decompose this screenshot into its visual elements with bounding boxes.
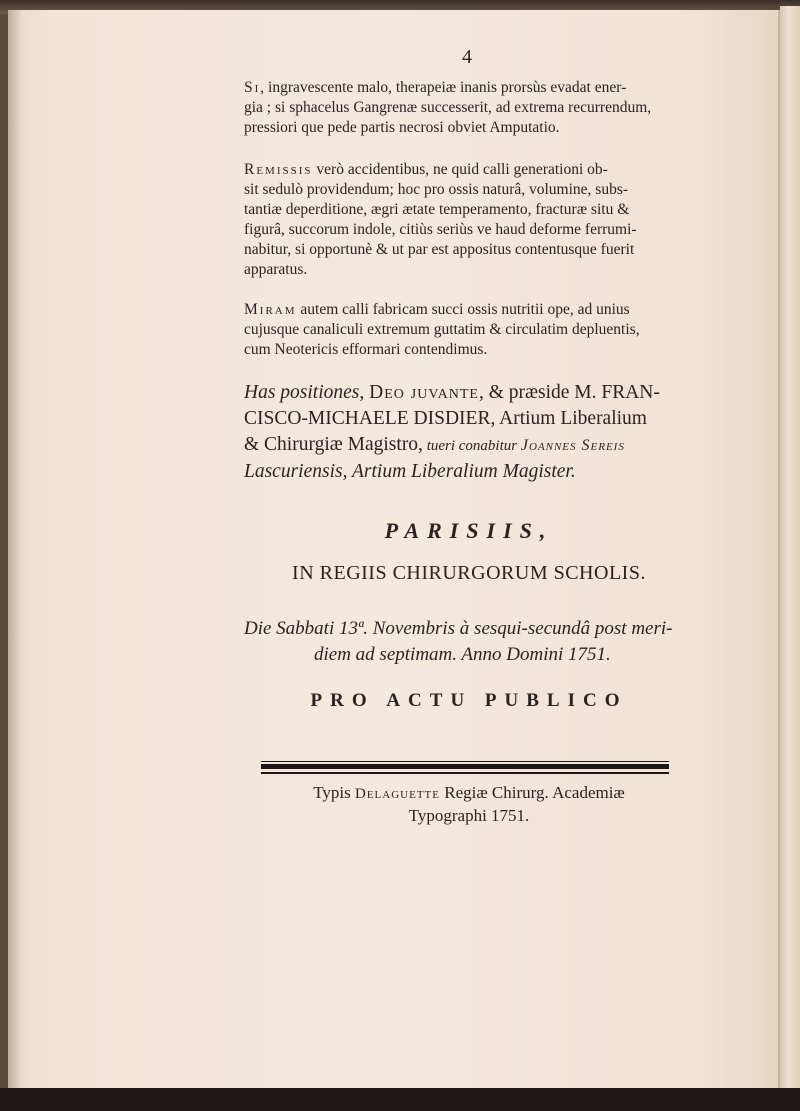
page-number: 4 [462,46,472,68]
paragraph-line: gia ; si sphacelus Gangrenæ successerit, ad extrema recurrendum, [244,99,652,116]
thesis-statement [244,380,694,485]
gutter-shadow [8,10,22,1088]
book-bottom-edge [0,1088,800,1111]
divider-rule [261,772,669,774]
imprint-line: Typis Delaguette Regiæ Chirurg. Academiæ [313,783,625,802]
thesis-line: & Chirurgiæ Magistro, tueri conabitur Joannes Sereis [244,434,625,455]
thesis-line: CISCO-MICHAELE DISDIER, Artium Liberalium [244,408,647,429]
paragraph-line: Remissis verò accidentibus, ne quid calli generationi ob- [244,161,608,178]
paragraph-line: figurâ, succorum indole, citiùs seriùs ve haud deforme ferrumi- [244,221,637,238]
paragraph-1 [244,78,694,138]
paragraph-line: Si, ingravescente malo, therapeiæ inanis prorsùs evadat ener- [244,79,627,96]
paragraph-line: apparatus. [244,261,308,278]
paragraph-line: cum Neotericis efformari contendimus. [244,341,488,358]
date-statement [244,616,694,668]
printer-imprint [244,782,694,827]
place-heading: PARISIIS, [384,518,554,543]
imprint-line: Typographi 1751. [408,806,530,825]
paragraph-line: tantiæ deperditione, ægri ætate temperamento, fracturæ situ & [244,201,630,218]
adjacent-page-edge [780,6,800,1091]
paragraph-line: cujusque canaliculi extremum guttatim & circulatim depluentis, [244,321,640,338]
school-heading: IN REGIIS CHIRURGORUM SCHOLIS. [292,562,646,584]
date-line: Die Sabbati 13ª. Novembris à sesqui-secundâ post meri- [244,618,673,639]
paragraph-3 [244,300,694,360]
divider-rule [261,761,669,762]
divider-rule [261,764,669,769]
paragraph-2 [244,160,694,280]
paragraph-line: sit sedulò providendum; hoc pro ossis naturâ, volumine, subs- [244,181,629,198]
date-line: diem ad septimam. Anno Domini 1751. [314,644,611,665]
thesis-line: Lascuriensis, Artium Liberalium Magister. [244,461,576,482]
paragraph-line: Miram autem calli fabricam succi ossis nutritii ope, ad unius [244,301,630,318]
thesis-line: Has positiones, Deo juvante, & præside M. FRAN- [244,382,660,403]
paragraph-line: nabitur, si opportunè & ut par est appositus contentusque fuerit [244,241,635,258]
act-heading: PRO ACTU PUBLICO [310,690,628,711]
paragraph-line: pressiori que pede partis necrosi obviet Amputatio. [244,119,560,136]
